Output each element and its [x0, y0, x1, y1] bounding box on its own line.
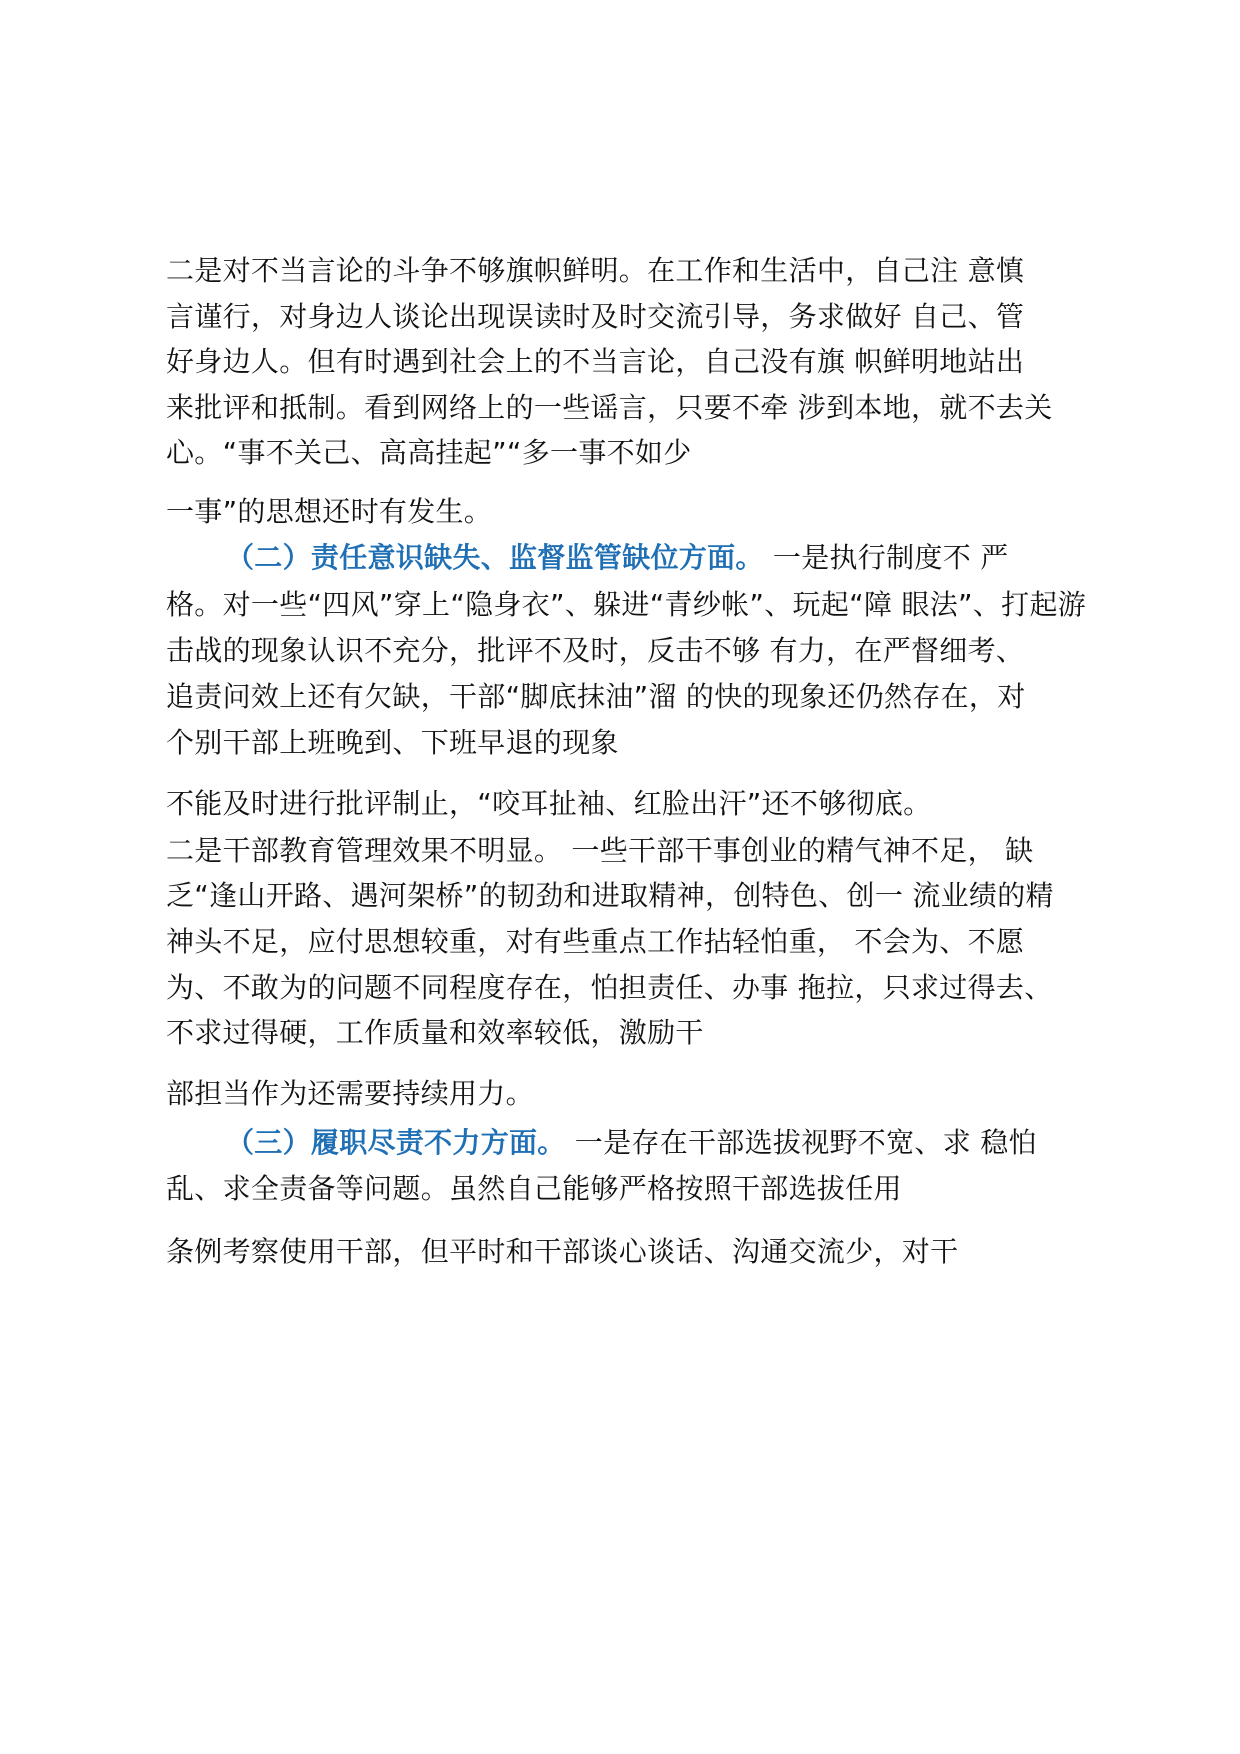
- paragraph-line: 为、不敢为的问题不同程度存在，怕担责任、办事 拖拉，只求过得去、: [166, 971, 1053, 1004]
- paragraph-line: 追责问效上还有欠缺，干部“脚底抹油”溜 的快的现象还仍然存在，对: [166, 680, 1026, 713]
- paragraph-line: 部担当作为还需要持续用力。: [166, 1077, 534, 1110]
- paragraph-line: 条例考察使用干部，但平时和干部谈心谈话、沟通交流少，对干: [166, 1235, 959, 1268]
- paragraph-line: 好身边人。但有时遇到社会上的不当言论，自己没有旗 帜鲜明地站出: [166, 345, 1025, 378]
- section-heading-rest: 一是存在干部选拔视野不宽、求 稳怕: [565, 1126, 1037, 1159]
- paragraph-line: 一事”的思想还时有发生。: [166, 495, 493, 528]
- paragraph-line: 心。“事不关己、高高挂起”“多一事不如少: [166, 436, 692, 469]
- paragraph-line: 来批评和抵制。看到网络上的一些谣言，只要不牵 涉到本地，就不去关: [166, 391, 1053, 424]
- section-heading-line: [226, 1124, 1037, 1162]
- paragraph-line: 二是干部教育管理效果不明显。 一些干部干事创业的精气神不足， 缺: [166, 834, 1034, 867]
- section-heading-rest: 一是执行制度不 严: [763, 541, 1009, 574]
- paragraph-line: 击战的现象认识不充分，批评不及时，反击不够 有力，在严督细考、: [166, 634, 1025, 667]
- paragraph-line: 不求过得硬，工作质量和效率较低，激励干: [166, 1016, 704, 1049]
- section-heading-line: [226, 539, 1009, 577]
- paragraph-line: 个别干部上班晚到、下班早退的现象: [166, 726, 619, 759]
- paragraph-line: 二是对不当言论的斗争不够旗帜鲜明。在工作和生活中，自己注 意慎: [166, 254, 1025, 287]
- paragraph-line: 乱、求全责备等问题。虽然自己能够严格按照干部选拔任用: [166, 1172, 902, 1205]
- paragraph-line: 格。对一些“四风”穿上“隐身衣”、躲进“青纱帐”、玩起“障 眼法”、打起游: [166, 588, 1087, 621]
- section-heading: （三）履职尽责不力方面。: [226, 1126, 566, 1159]
- section-heading: （二）责任意识缺失、监督监管缺位方面。: [226, 541, 764, 574]
- paragraph-line: 不能及时进行批评制止，“咬耳扯袖、红脸出汗”还不够彻底。: [166, 787, 932, 820]
- paragraph-line: 乏“逢山开路、遇河架桥”的韧劲和进取精神，创特色、创一 流业绩的精: [166, 879, 1054, 912]
- paragraph-line: 言谨行，对身边人谈论出现误读时及时交流引导，务求做好 自己、管: [166, 300, 1025, 333]
- paragraph-line: 神头不足，应付思想较重，对有些重点工作拈轻怕重， 不会为、不愿: [166, 925, 1025, 958]
